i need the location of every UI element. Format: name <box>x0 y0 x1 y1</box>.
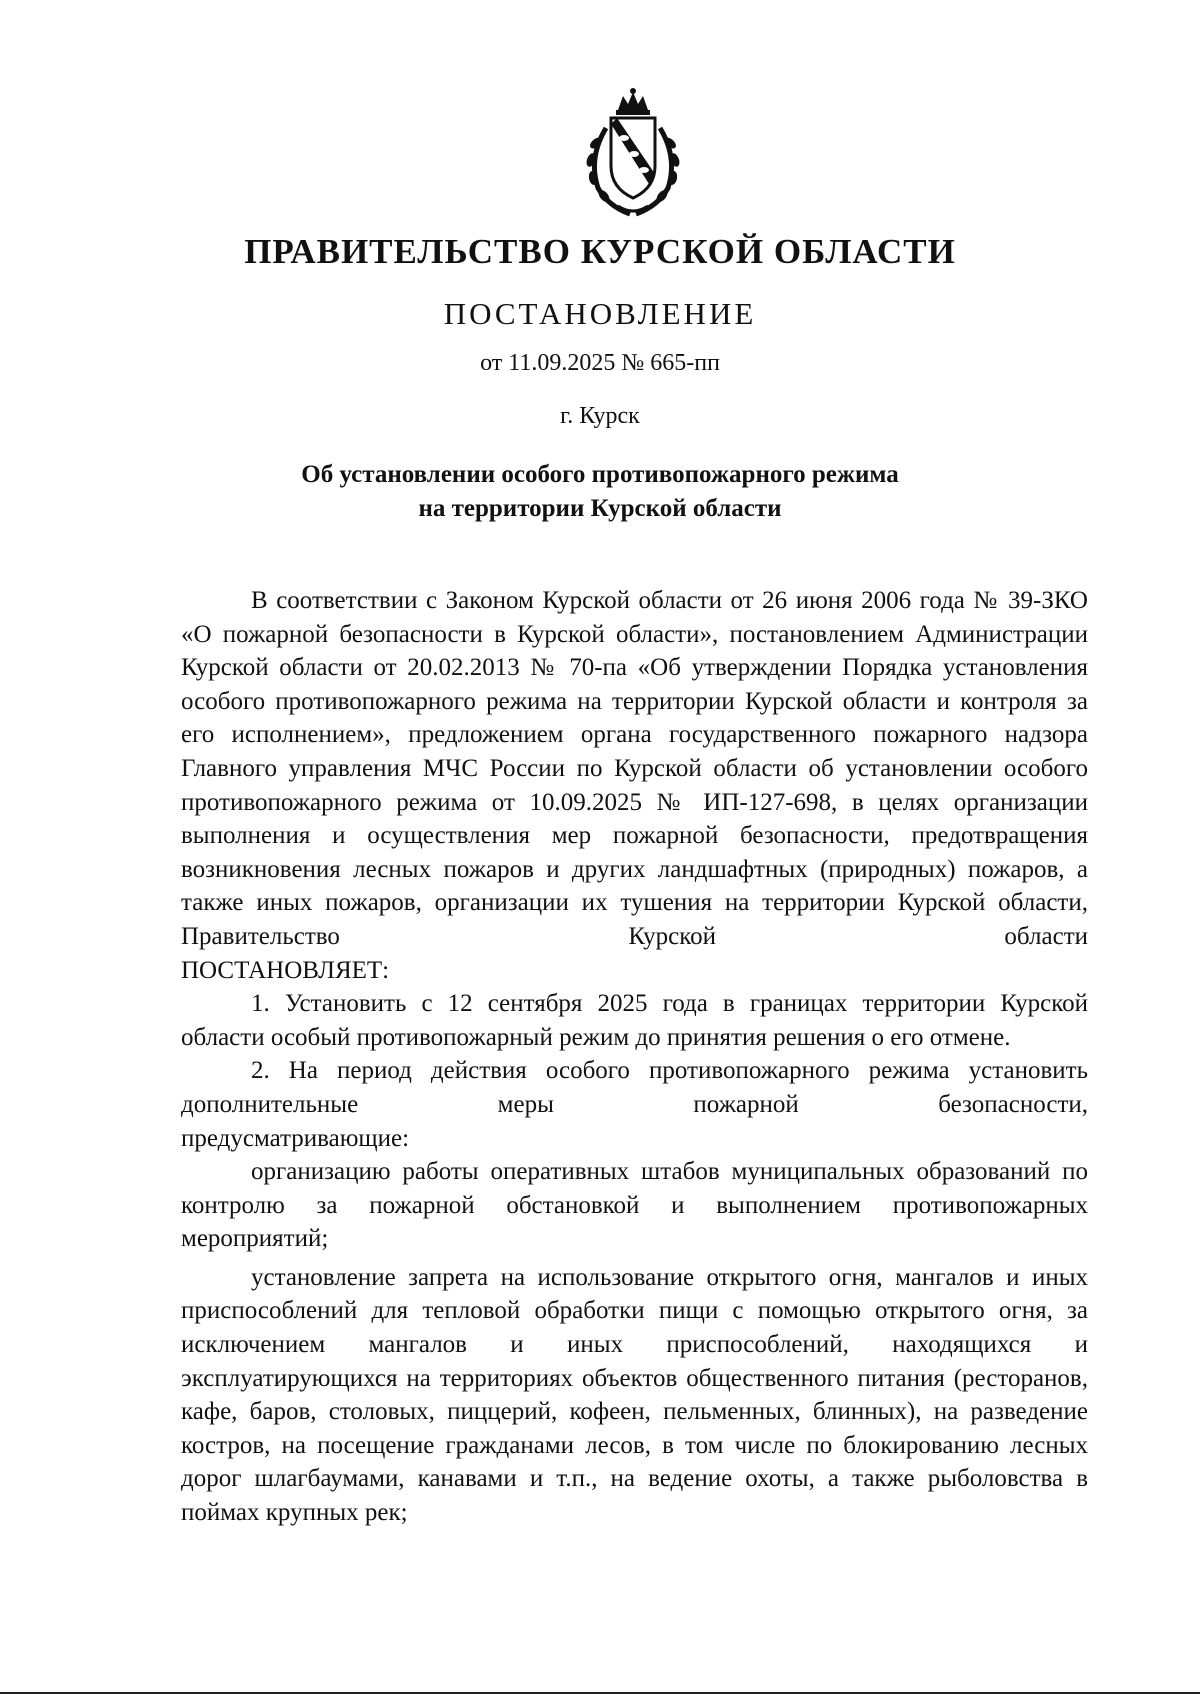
subject-line-2: на территории Курской области <box>418 495 782 522</box>
scan-edge-line <box>0 1692 1200 1694</box>
document-subject <box>0 458 1200 526</box>
document-city: г. Курск <box>560 403 640 429</box>
document-date-number: от 11.09.2025 № 665-пп <box>480 350 720 376</box>
kursk-coat-of-arms-icon <box>578 88 688 218</box>
preamble-resolves: ПОСТАНОВЛЯЕТ: <box>181 956 390 984</box>
item-1-paragraph: 1. Установить с 12 сентября 2025 года в границах территории Курской области особый противопожарный режим до принятия решения о его отмене. <box>181 990 1088 1051</box>
subject-line-1: Об установлении особого противопожарного режима <box>301 461 899 488</box>
measure-2-paragraph: установление запрета на использование открытого огня, мангалов и иных приспособлений для тепловой обработки пищи с помощью открытого огня, за исключением мангалов и иных приспособлений, находящихся и эксплуатирующихся на территориях объектов общественного питания (ресторанов, кафе, баров, столовых, пиццерий, кофеен, пельменных, блинных), на разведение костров, на посещение гражданами лесов, в том числе по блокированию лесных дорог шлагбаумами, канавами и т.п., на ведение охоты, а также рыболовства в поймах крупных рек; <box>181 1263 1088 1527</box>
item-2-continuation: предусматривающие: <box>181 1124 410 1152</box>
preamble-paragraph: В соответствии с Законом Курской области от 26 июня 2006 года № 39-ЗКО «О пожарной безопасности в Курской области», постановлением Администрации Курской области от 20.02.2013 № 70-па «Об утверждении Порядка установления особого противопожарного режима на территории Курской области и контроля за его исполнением», предложением органа государственного пожарного надзора Главного управления МЧС России по Курской области об установлении особого противопожарного режима от 10.09.2025 № ИП-127-698, в целях организации выполнения и осуществления мер пожарной безопасности, предотвращения возникновения лесных пожаров и других ландшафтных (природных) пожаров, а также иных пожаров, организации их тушения на территории Курской области, Правительство Курской области <box>181 587 1088 950</box>
item-2-paragraph: 2. На период действия особого противопожарного режима установить дополнительные меры пожарной безопасности, <box>181 1057 1088 1118</box>
document-type: ПОСТАНОВЛЕНИЕ <box>443 296 757 331</box>
document-body <box>181 584 1088 1530</box>
measure-1-paragraph: организацию работы оперативных штабов муниципальных образований по контролю за пожарной обстановкой и выполнением противопожарных мероприятий; <box>181 1158 1088 1253</box>
government-title: ПРАВИТЕЛЬСТВО КУРСКОЙ ОБЛАСТИ <box>244 232 956 271</box>
